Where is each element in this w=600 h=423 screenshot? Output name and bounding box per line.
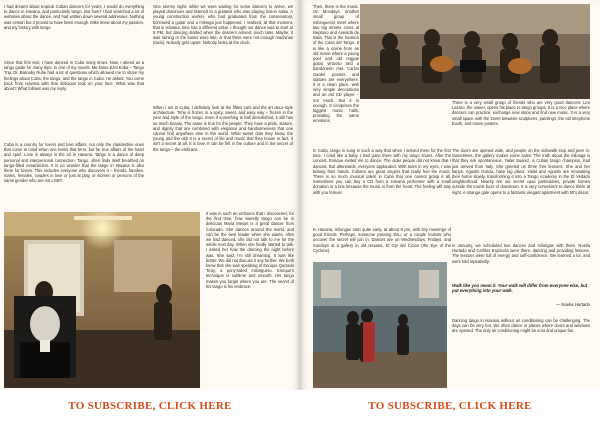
gardel-portrait [14, 296, 76, 378]
article-paragraph: I had dreamt about tropical Cuban dancers for years. I would do everything to dance in Havana, and particularly tango. But how? I had searched a lot of websites about the dance, and had written down several addresses. Nothing was certain but it proved to have been enough. Mike knew about my passion, and my history with tango. [4, 4, 144, 30]
article-paragraph: The doors are opened wide, and people on the sidewalk stop and peer in. Sometimes, the gallery makes some sales. The truth about the milonga is that they are spontaneous. Yailet Suarez, a Cuban tango champion, had just arrived from Italy. She greeted us three free lessons. She and her fiancé, Agustin Garcia, have big plans. Yailet and Agustin are renovating their home slowly, transforming it into a Tango Academy in the El Vedado neighborhood. Nearby are our secret casa particulares, private homes outside the tourist buzz of downtown. It is very convenient to dance there at night. A strange gate opens to a fantastic elegant apartment with 50's décor. [452, 148, 590, 195]
dance-hall-photo [4, 212, 200, 388]
pull-quote: Walk like you mean it. Your walk will differ from everyone else, but put everything into your walk. [452, 283, 588, 294]
article-paragraph: In January, we scheduled two dances and milongas with them. Noelia Hurtado and Carlitos Espinoza were there, dancing and providing lessons. The lessons were full of energy and self-confidence. We learned a lot, and were told repeatedly: [452, 243, 590, 264]
musicians-photo [360, 4, 590, 99]
article-paragraph: Since that first visit, I have danced in Cuba many times. Now, I attend as a tango guide for many trips. In one of my novels, Me llamo Ezel Koba – Tango Trip, Dr. Barnaby Ruhe had a lot of questions which allowed me to share my feelings about Cuba, the tango, and the tango in Cuba. He asked, You come back from Havana with that delicious look on your face. What was that about? What follows was my reply. [4, 60, 144, 92]
dancers-illustration [313, 262, 447, 388]
article-paragraph: Dancing tango in Havana without air conditioning can be challenging. The days can be very hot. We often dance in places where doors and windows are opened. The only air conditioning might be a lot and unique fan. [452, 318, 590, 334]
article-paragraph: There is a very small group of friends who are very good dancers: Leo Lazaro, the owner, opens his place to tango groups. It is a nice place where dancers can practice, exchange new steps and find new music. It is a very small space with the street between sculptures, paintings, the old telephone booth, and movie posters. [452, 100, 590, 126]
article-paragraph: When I am in Cuba, I definitely look at the fifties cars and the art deco-style architecture. Time is frozen in a spicy, sweet, and easy way – frozen in the year and style of the tango. Even if something is half demolished, it still has so much beauty. The same is true for the people. They have a pride, stature, and dignity that are combined with elegance and handsomeness that one cannot find anywhere else in the world. What sweet dots they know, the young and the old! It is a secret of life and music that they know! In fact, it isn't a secret at all. It is love. It can be felt in the culture and in the secret of the tango – the embrace. [153, 105, 293, 152]
subscribe-link-right[interactable]: TO SUBSCRIBE, CLICK HERE [300, 390, 600, 423]
musicians-illustration [360, 4, 590, 99]
dance-hall-illustration [4, 212, 200, 388]
article-paragraph: Then, there is the music. On Mondays, another small group of milongueros meet where two big streets cross at Neptuno and Avenida de Italia. This is the location of the Casa del Tango. It is like a scene from an old movie where a young poet and old reggae guitar virtuoso and a bandoneón met. Carlos Gardel posters and statues are everywhere. It is a clean place, with very simple decorations and an old CD player – not much. But it is enough. It comprises the biggest music halls, providing the same emotions. [313, 4, 359, 124]
article-paragraph: One stormy night, while we were waiting for some dancers to arrive, we played dominoes and listened to a guitarist who was playing fusion salsa. A young construction worker, who had graduated from the conservatory, borrowed a guitar and a milonga just happened. I realized, at that moment, that in Havana, time has a different value. I thought our dance was to start at 9 PM, but dancing started when the dancers arrived, much later. Maybe, it was raining or the buses were late, or that there were not enough machinas (taxis). Nobody gets upset. Nobody looks at the clock. [153, 4, 293, 46]
article-paragraph: Cuba is a country for lovers and love affairs, not only the clandestine ones that come to mind when one hears that term, but for true affairs of the heart and spirit. Love is always in the air in Havana. Tango is a dance of deep personal and interpersonal connection. Tango, often finds itself breathed on tango-filled romanticism. It is no wonder that the tango in Havana is also there for lovers. This includes everyone who discovers it – friends, families, males, females, couples in love or just at play, or women or persons of the same gender who are not LGBT. [4, 142, 144, 184]
article-paragraph: It was in such an embrace that I discovered, for the first time, how sweetly tango can be in delicious Maria Mesas is a great dancer from Colorado. She dances around the world, and can be the best leader when she wants. After we had danced, she did not talk to me for the whole next day. When she finally started to talk, I asked her how the dancing the night before was. She said, I'm still dreaming. It was like butter. We did not discuss it any further. We both knew that she was speaking of Enrique Quizado Tiray, a pony-tailed milonguero. Enrique's technique is sublime and smooth. His tango makes you forget where you are. The secret of his tango is his embrace. [206, 211, 294, 289]
article-paragraph: In Havana, milongas start quite early, at about 9 pm, with tiny meetings of good friends. Perhaps, someone passing thru, or a couple tourists who uncover the secret will join in. Dances are on Wednesdays, Fridays, and Sundays at a gallery in old Havana, El Ojo del Cicion (the Eye of the Cyclone). [313, 227, 451, 253]
pull-quote-author: — Noelia Hurtado [555, 302, 590, 307]
dancers-photo [313, 262, 447, 388]
subscribe-link-left[interactable]: TO SUBSCRIBE, CLICK HERE [0, 390, 300, 423]
article-paragraph: In Cuba, tango is sung in such a way that when I arrived there for the first time, I cried like a baby. I had gone there with my tango shoes. After the concert, Enrique invited me to dance. The older people did not know that I danced. But afterwards, everyone applauded. With tears in my eyes, I was kissing their hands. Cubans are great singers that really feel the music. There is so much musical talent in Cuba that one cannot grasp it all. Sometimes you can buy a CD from a Havana performer with a small donation in a box because the music is from the heart. The feeling will stay with you forever. [313, 148, 451, 195]
